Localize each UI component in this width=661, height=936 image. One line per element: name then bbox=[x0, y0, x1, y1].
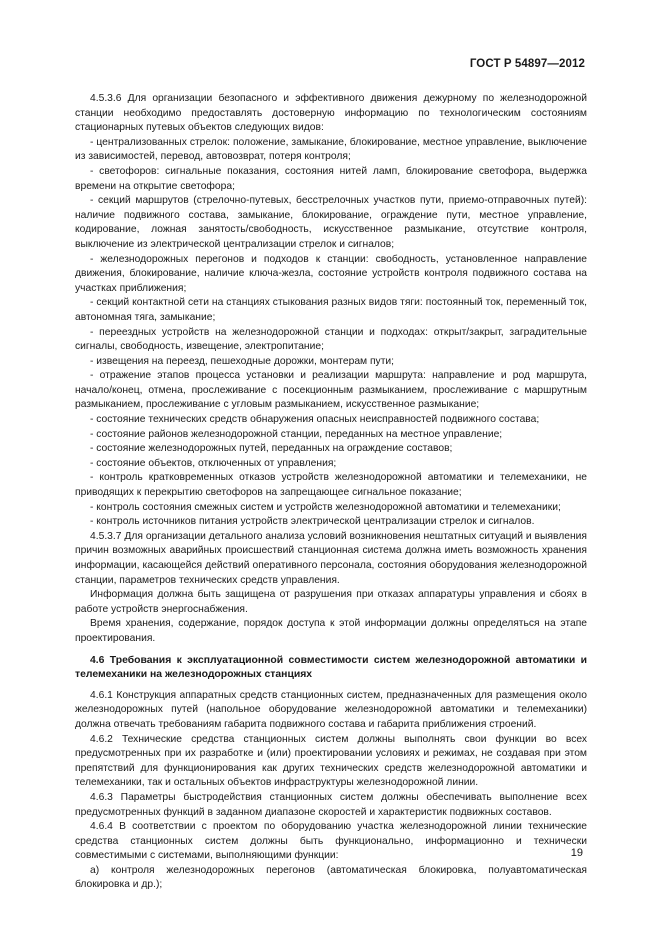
list-item-short-failures: - контроль кратковременных отказов устройств железнодорожной автоматики и телемеханики, не приводящих к перекрытию светофоров на запрещающее сигнальное показание; bbox=[75, 472, 587, 499]
list-item-route-stages: - отражение этапов процесса установки и реализации маршрута: направление и род маршрута, начало/конец, отмена, прослеживание с посекционным размыканием, прослеживание с маршрутным размыканием, прослеживание с угловым размыканием, искусственное размыкание; bbox=[75, 370, 587, 411]
paragraph-4-6-3: 4.6.3 Параметры быстродействия станционных систем должны обеспечивать выполнение всех предусмотренных функций в заданном диапазоне скоростей и характеристик подвижных составов. bbox=[75, 791, 587, 818]
paragraph-info-protection: Информация должна быть защищена от разрушения при отказах аппаратуры управления и сбоях в работе устройств энергоснабжения. bbox=[75, 589, 587, 615]
paragraph-4-5-3-7: 4.5.3.7 Для организации детального анализа условий возникновения нештатных ситуаций и выявления причин возможных аварийных происшествий станционная система должна иметь возможность хранения информации, касающейся действий оперативного персонала, состояния оборудования железнодорожной станции, параметров технических средств управления. bbox=[75, 530, 587, 586]
document-code-header: ГОСТ Р 54897—2012 bbox=[469, 58, 585, 70]
paragraph-4-6-2: 4.6.2 Технические средства станционных систем должны выполнять свои функции во всех предусмотренных при их разработке и (или) проектировании условиях и режимах, не создавая при этом препятствий для функционирования как других технических средств железнодорожной автоматики и телемеханики, так и остальных объектов инфраструктуры железнодорожной линии. bbox=[75, 733, 587, 789]
document-body bbox=[75, 92, 587, 893]
list-item-adjacent-systems: - контроль состояния смежных систем и устройств железнодорожной автоматики и телемеханики; bbox=[90, 501, 561, 513]
list-item-switches: - централизованных стрелок: положение, замыкание, блокирование, местное управление, выключение из зависимостей, перевод, автовозврат, потеря контроля; bbox=[75, 136, 587, 163]
paragraph-4-5-3-6: 4.5.3.6 Для организации безопасного и эффективного движения дежурному по железнодорожной станции необходимо предоставлять достоверную информацию по технологическим состояниям стационарных путевых объектов следующих видов: bbox=[75, 93, 587, 134]
page-number: 19 bbox=[570, 847, 583, 859]
list-item-hauls: - железнодорожных перегонов и подходов к станции: свободность, установленное направление движения, блокирование, наличие ключа-жезла, состояние устройств контроля подвижного состава на участках приближения; bbox=[75, 253, 587, 294]
list-item-notifications: - извещения на переезд, пешеходные дорожки, монтерам пути; bbox=[90, 355, 395, 367]
paragraph-4-6-4: 4.6.4 В соответствии с проектом по оборудованию участка железнодорожной линии технические средства станционных систем должны быть функционально, информационно и технически совместимыми с системами, выполняющими функции: bbox=[75, 821, 587, 862]
list-item-detection-means: - состояние технических средств обнаружения опасных неисправностей подвижного состава; bbox=[90, 414, 540, 426]
list-item-disconnected-objects: - состояние объектов, отключенных от управления; bbox=[90, 457, 337, 469]
list-item-route-sections: - секций маршрутов (стрелочно-путевых, бесстрелочных участков пути, приемо-отправочных путей): наличие подвижного состава, замыкание, блокирование, ограждение пути, местное управление, кодирование, ложная занятость/свободность, искусственное размыкание, отсутствие контроля, выключение из электрической централизации стрелок и сигналов; bbox=[75, 195, 587, 250]
list-item-crossings: - переездных устройств на железнодорожной станции и подходах: открыт/закрыт, заградительные сигналы, свободность, извещение, электропитание; bbox=[75, 326, 587, 353]
list-item-local-control-areas: - состояние районов железнодорожной станции, переданных на местное управление; bbox=[90, 428, 503, 440]
list-item-catenary: - секций контактной сети на станциях стыкования разных видов тяги: постоянный ток, переменный ток, автономная тяга, замыкание; bbox=[75, 297, 587, 323]
list-item-power-sources: - контроль источников питания устройств электрической централизации стрелок и сигналов. bbox=[90, 516, 535, 528]
paragraph-4-6-1: 4.6.1 Конструкция аппаратных средств станционных систем, предназначенных для размещения около железнодорожных путей (напольное оборудование железнодорожной автоматики и телемеханики) должна отвечать требованиям габарита подвижного состава и габарита приближения строений. bbox=[75, 689, 587, 730]
list-item-a: а) контроля железнодорожных перегонов (автоматическая блокировка, полуавтоматическая блокировка и др.); bbox=[75, 864, 587, 891]
section-heading-4-6: 4.6 Требования к эксплуатационной совместимости систем железнодорожной автоматики и телемеханики на железнодорожных станциях bbox=[75, 654, 587, 681]
list-item-fenced-tracks: - состояние железнодорожных путей, переданных на ограждение составов; bbox=[90, 443, 453, 455]
paragraph-storage-time: Время хранения, содержание, порядок доступа к этой информации должны определяться на этапе проектирования. bbox=[75, 618, 587, 644]
list-item-signals: - светофоров: сигнальные показания, состояния нитей ламп, блокирование светофора, выдержка времени на открытие светофора; bbox=[75, 165, 587, 192]
